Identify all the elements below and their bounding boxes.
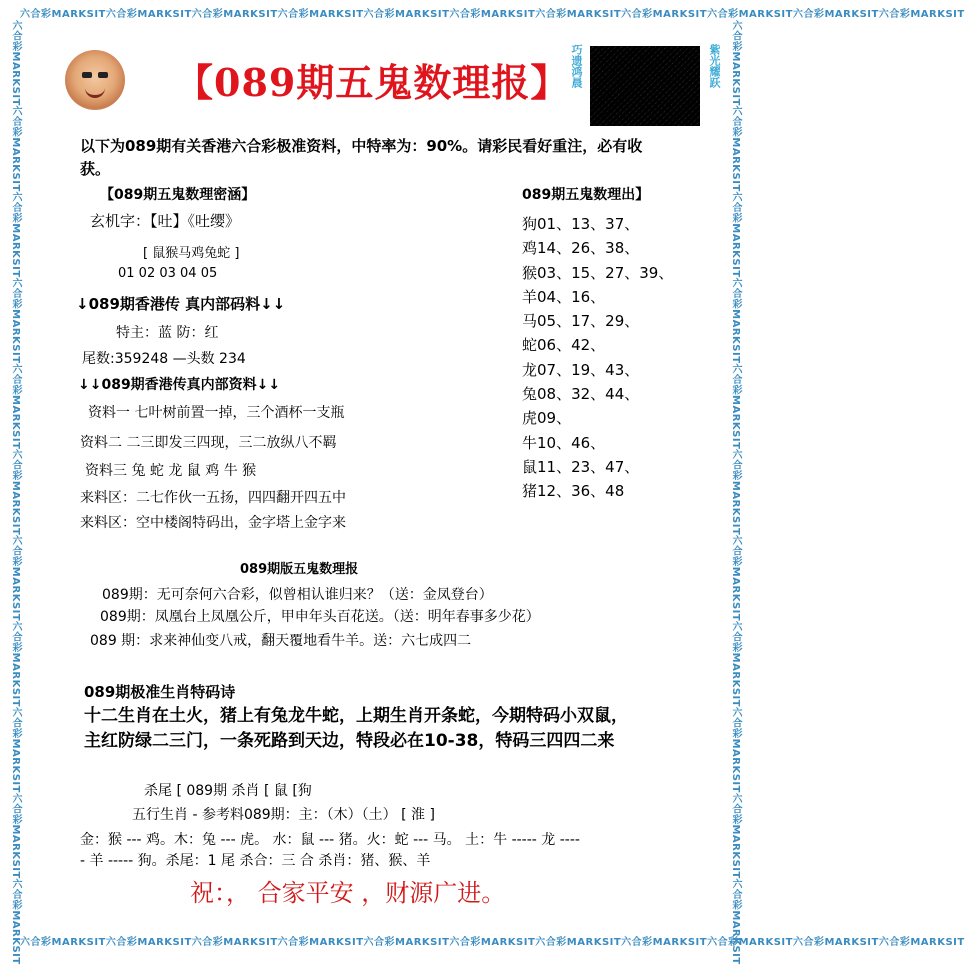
wuxing-line-1: 金：猴 --- 鸡。木：兔 --- 虎。 水：鼠 --- 猪。火：蛇 --- 马。 土：牛 ----- 龙 ---- xyxy=(80,832,580,848)
poem-line-2: 主红防绿二三门，一条死路到天边，特段必在10-38，特码三四四二来 xyxy=(84,731,615,751)
prediction-row: 马05、17、29、 xyxy=(522,312,640,331)
poem-heading: 089期极准生肖特码诗 xyxy=(84,683,236,701)
prediction-row: 猪12、36、48 xyxy=(522,482,625,501)
border-left: 六合彩MARKSIT六合彩MARKSIT六合彩MARKSIT六合彩MARKSIT六合彩MARKSIT六合彩MARKSIT六合彩MARKSIT六合彩MARKSIT六合彩MARKSIT六合彩MARKSIT六合彩MARKSIT xyxy=(10,20,21,965)
middle-line-3: 089 期：求来神仙变八戒，翻天覆地看牛羊。送：六七成四二 xyxy=(90,633,472,649)
intro-line-2: 获。 xyxy=(80,160,111,178)
stamp-right: 紫光耀跃 xyxy=(708,44,721,88)
prediction-row: 鼠11、23、47、 xyxy=(522,457,640,476)
xuanji-text: 玄机字：【吐】《吐缨》 xyxy=(90,212,241,230)
middle-line-1: 089期：无可奈何六合彩，似曾相认谁归来？（送：金凤登台） xyxy=(102,587,493,603)
blessing-text: 祝：， 合家平安 ，财源广进。 xyxy=(190,879,506,907)
laiiao-1: 来料区：二七作伙一五扬，四四翻开四五中 xyxy=(80,490,346,506)
border-bottom: 六合彩MARKSIT六合彩MARKSIT六合彩MARKSIT六合彩MARKSIT六合彩MARKSIT六合彩MARKSIT六合彩MARKSIT六合彩MARKSIT六合彩MARKSIT六合彩MARKSIT六合彩MARKSIT xyxy=(20,937,965,948)
left-heading: 【089期五鬼数理密涵】 xyxy=(100,187,256,203)
number-list: 01 02 03 04 05 xyxy=(118,266,218,281)
middle-heading: 089期版五鬼数理报 xyxy=(240,562,359,577)
qr-code xyxy=(590,46,700,126)
tezhu-text: 特主：蓝 防：红 xyxy=(116,325,219,341)
stamp-left: 巧遗鸿晨 xyxy=(570,44,583,88)
prediction-row: 猴03、15、27、39、 xyxy=(522,263,674,282)
prediction-row: 兔08、32、44、 xyxy=(522,385,640,404)
border-top: 六合彩MARKSIT六合彩MARKSIT六合彩MARKSIT六合彩MARKSIT六合彩MARKSIT六合彩MARKSIT六合彩MARKSIT六合彩MARKSIT六合彩MARKSIT六合彩MARKSIT六合彩MARKSIT xyxy=(20,9,965,20)
intro-line-1: 以下为089期有关香港六合彩极准资料，中特率为：90%。请彩民看好重注，必有收 xyxy=(80,137,643,155)
prediction-row: 狗01、13、37、 xyxy=(522,215,640,233)
border-right: 六合彩MARKSIT六合彩MARKSIT六合彩MARKSIT六合彩MARKSIT六合彩MARKSIT六合彩MARKSIT六合彩MARKSIT六合彩MARKSIT六合彩MARKSIT六合彩MARKSIT六合彩MARKSIT xyxy=(730,20,741,965)
right-heading: 089期五鬼数理出】 xyxy=(522,187,650,203)
inside-heading-2: ↓↓089期香港传真内部资料↓↓ xyxy=(78,377,281,393)
ziliao-1: 资料一 七叶树前置一掉，三个酒杯一支瓶 xyxy=(88,405,345,421)
wuxing-line-2: - 羊 ----- 狗。杀尾：1 尾 杀合：三 合 杀肖：猪、猴、羊 xyxy=(80,853,431,869)
prediction-row: 羊04、16、 xyxy=(522,287,606,306)
ziliao-2: 资料二 二三即发三四现，三二放纵八不羁 xyxy=(80,435,337,451)
ziliao-3: 资料三 兔 蛇 龙 鼠 鸡 牛 猴 xyxy=(85,463,257,479)
prediction-row: 鸡14、26、38、 xyxy=(522,239,640,258)
avatar xyxy=(65,50,125,110)
prediction-row: 牛10、46、 xyxy=(522,433,606,452)
middle-line-2: 089期：凤凰台上凤凰公斤，甲申年头百花送。（送：明年春事多少花） xyxy=(100,609,540,625)
shawei-text: 杀尾 [ 089期 杀肖 [ 鼠 [狗 xyxy=(144,783,312,799)
laiiao-2: 来料区：空中楼阁特码出，金字塔上金字来 xyxy=(80,515,346,531)
prediction-row: 虎09、 xyxy=(522,409,572,428)
weishu-text: 尾数:359248 —头数 234 xyxy=(82,351,246,367)
prediction-row: 龙07、19、43、 xyxy=(522,360,640,379)
page-title: 【089期五鬼数理报】 xyxy=(175,60,570,105)
poem-line-1: 十二生肖在土火，猪上有兔龙牛蛇，上期生肖开条蛇，今期特码小双鼠， xyxy=(84,706,628,726)
wuxing-text: 五行生肖 - 参考料089期：主：（木）（土） [ 淮 ] xyxy=(132,807,435,823)
prediction-row: 蛇06、42、 xyxy=(522,336,606,355)
inside-heading: ↓089期香港传 真内部码料↓↓ xyxy=(76,295,286,313)
prediction-list xyxy=(522,212,673,504)
zodiac-list: [ 鼠猴马鸡兔蛇 ] xyxy=(143,246,240,261)
